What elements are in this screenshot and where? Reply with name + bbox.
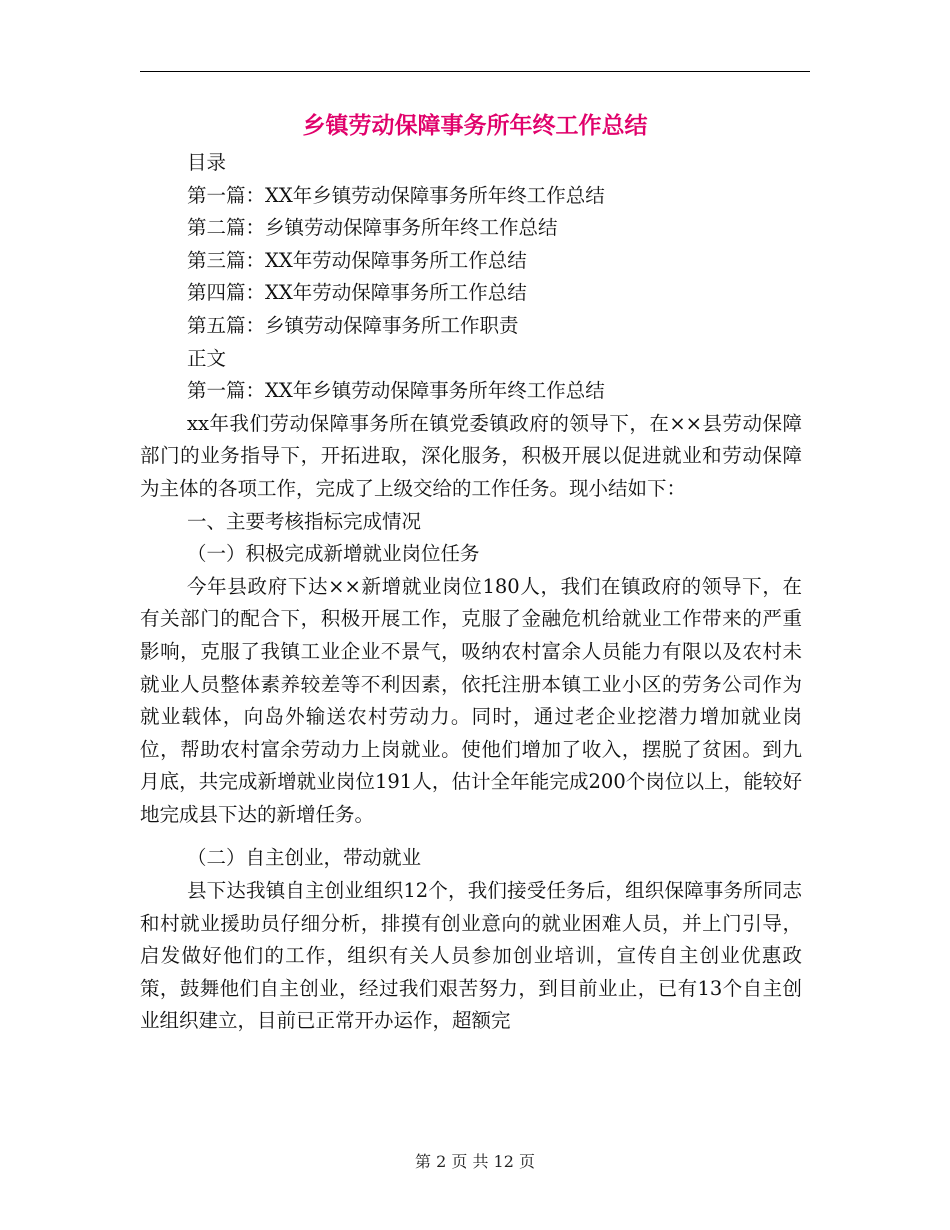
body-heading: 正文 [187,346,227,370]
toc-item-2: 第二篇：乡镇劳动保障事务所年终工作总结 [187,216,558,240]
document-body [140,147,802,1038]
section-heading: 一、主要考核指标完成情况 [187,509,422,533]
subsection-heading: （一）积极完成新增就业岗位任务 [187,542,480,566]
header-rule [140,71,810,72]
body-paragraph: 县下达我镇自主创业组织12个，我们接受任务后，组织保障事务所同志和村就业援助员仔细分析，排摸有创业意向的就业困难人员，并上门引导，启发做好他们的工作，组织有关人员参加创业培训，宣传自主创业优惠政策，鼓舞他们自主创业，经过我们艰苦努力，到目前业止，已有13个自主创业组织建立，目前已正常开办运作，超额完 [140,879,802,1033]
page-footer: 第 2 页 共 12 页 [415,1152,535,1171]
document-title: 乡镇劳动保障事务所年终工作总结 [302,113,648,139]
intro-paragraph: xx年我们劳动保障事务所在镇党委镇政府的领导下，在××县劳动保障部门的业务指导下，开拓进取，深化服务，积极开展以促进就业和劳动保障为主体的各项工作，完成了上级交给的工作任务。现小结如下： [140,411,802,500]
toc-item-4: 第四篇：XX年劳动保障事务所工作总结 [187,281,527,305]
chapter-heading: 第一篇：XX年乡镇劳动保障事务所年终工作总结 [187,379,605,403]
body-paragraph: 今年县政府下达××新增就业岗位180人，我们在镇政府的领导下，在有关部门的配合下，积极开展工作，克服了金融危机给就业工作带来的严重影响，克服了我镇工业企业不景气，吸纳农村富余人员能力有限以及农村未就业人员整体素养较差等不利因素，依托注册本镇工业小区的劳务公司作为就业载体，向岛外输送农村劳动力。同时，通过老企业挖潜力增加就业岗位，帮助农村富余劳动力上岗就业。使他们增加了收入，摆脱了贫困。到九月底，共完成新增就业岗位191人，估计全年能完成200个岗位以上，能较好地完成县下达的新增任务。 [140,574,802,826]
toc-item-1: 第一篇：XX年乡镇劳动保障事务所年终工作总结 [187,183,605,207]
subsection-heading: （二）自主创业，带动就业 [187,846,422,870]
toc-heading: 目录 [187,151,227,174]
toc-item-3: 第三篇：XX年劳动保障事务所工作总结 [187,248,527,272]
toc-item-5: 第五篇：乡镇劳动保障事务所工作职责 [187,313,519,337]
